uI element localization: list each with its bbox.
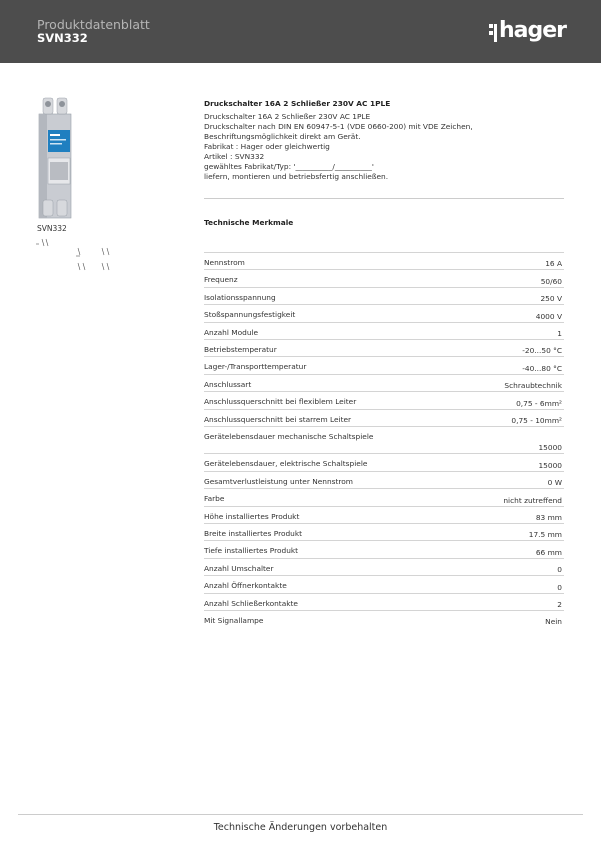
spec-row (204, 540, 564, 557)
spec-row (204, 558, 564, 575)
description-line: liefern, montieren und betriebsfertig anschließen. (204, 172, 389, 181)
description-line: Druckschalter nach DIN EN 60947-5-1 (VDE 0660-200) mit VDE Zeichen, (204, 122, 473, 131)
spec-value: 17.5 mm (528, 530, 562, 540)
spec-key: Isolationsspannung (204, 292, 276, 302)
description-line: Fabrikat : Hager oder gleichwertig (204, 142, 330, 151)
spec-row (204, 287, 564, 304)
spec-key: Gerätelebensdauer, elektrische Schaltspiele (204, 459, 368, 469)
spec-row (204, 322, 564, 339)
document-type-label: Produktdatenblatt (37, 17, 150, 32)
spec-row (204, 471, 564, 488)
spec-value: nicht zutreffend (503, 495, 562, 505)
spec-value: Schraubtechnik (504, 381, 562, 391)
description-line: Artikel : SVN332 (204, 152, 265, 161)
spec-row (204, 409, 564, 426)
spec-value: 66 mm (535, 547, 562, 557)
spec-row (204, 506, 564, 523)
spec-row (204, 339, 564, 356)
spec-key: Höhe installiertes Produkt (204, 511, 300, 521)
description-line: Druckschalter 16A 2 Schließer 230V AC 1PLE (204, 112, 371, 121)
spec-value: 15000 (538, 460, 562, 470)
spec-key: Lager-/Transporttemperatur (204, 362, 307, 372)
spec-row (204, 426, 564, 454)
spec-value: 16 A (545, 259, 562, 269)
spec-row (204, 488, 564, 505)
spec-key: Stoßspannungsfestigkeit (204, 310, 296, 320)
spec-key: Mit Signallampe (204, 615, 264, 625)
spec-key: Gesamtverlustleistung unter Nennstrom (204, 476, 353, 486)
product-image (37, 96, 73, 220)
spec-key: Gerätelebensdauer mechanische Schaltspiele (204, 431, 374, 441)
spec-row (204, 610, 564, 627)
spec-row (204, 575, 564, 592)
spec-key: Anzahl Öffnerkontakte (204, 581, 287, 591)
spec-key: Nennstrom (204, 258, 245, 267)
spec-key: Anzahl Module (204, 327, 259, 337)
spec-row (204, 304, 564, 321)
spec-key: Anschlussquerschnitt bei starrem Leiter (204, 414, 352, 424)
description-line: Beschriftungsmöglichkeit direkt am Gerät. (204, 132, 361, 141)
spec-key: Anzahl Umschalter (204, 563, 274, 573)
spec-row (204, 356, 564, 373)
spec-key: Tiefe installiertes Produkt (204, 546, 299, 556)
spec-value: 0 (557, 582, 562, 592)
spec-key: Anschlussquerschnitt bei flexiblem Leiter (204, 397, 357, 407)
spec-value: 50/60 (540, 276, 562, 286)
spec-value: Nein (545, 617, 562, 627)
spec-value: 4000 V (535, 311, 562, 321)
spec-key: Anzahl Schließerkontakte (204, 598, 298, 608)
hager-logo (489, 18, 569, 46)
product-description (204, 112, 564, 182)
section-divider (204, 198, 564, 199)
spec-row (204, 374, 564, 391)
spec-value: 250 V (540, 294, 562, 304)
spec-value: 1 (557, 328, 562, 338)
footer-note: Technische Änderungen vorbehalten (213, 822, 388, 833)
spec-row (204, 453, 564, 470)
spec-key: Breite installiertes Produkt (204, 528, 303, 538)
header-bar (0, 0, 601, 63)
spec-value: 0,75 - 10mm² (511, 415, 562, 425)
spec-table (204, 252, 564, 627)
spec-value: 0,75 - 6mm² (516, 398, 562, 408)
spec-row (204, 252, 564, 269)
logo-text: hager (499, 18, 567, 43)
description-line: gewähltes Fabrikat/Typ: '__________/__________' (204, 162, 374, 171)
spec-key: Betriebstemperatur (204, 344, 277, 354)
spec-row (204, 269, 564, 286)
spec-row (204, 391, 564, 408)
product-reference: SVN332 (37, 31, 88, 45)
spec-value: 0 W (547, 478, 562, 488)
spec-key: Anschlussart (204, 379, 252, 389)
spec-value: 0 (557, 565, 562, 575)
spec-value: 83 mm (535, 512, 562, 522)
product-image-caption: SVN332 (37, 224, 67, 233)
spec-value: 15000 (538, 443, 562, 453)
spec-key: Frequenz (204, 275, 238, 285)
product-title: Druckschalter 16A 2 Schließer 230V AC 1PLE (204, 99, 391, 108)
logo-mark-icon (489, 24, 498, 42)
wiring-symbol-icon (36, 236, 116, 278)
footer-divider (18, 814, 583, 815)
spec-value: 2 (557, 599, 562, 609)
spec-row (204, 523, 564, 540)
spec-value: -20...50 °C (522, 346, 562, 356)
spec-key: Farbe (204, 494, 225, 504)
spec-value: -40...80 °C (522, 363, 562, 373)
section-title: Technische Merkmale (204, 218, 294, 227)
spec-row (204, 593, 564, 610)
